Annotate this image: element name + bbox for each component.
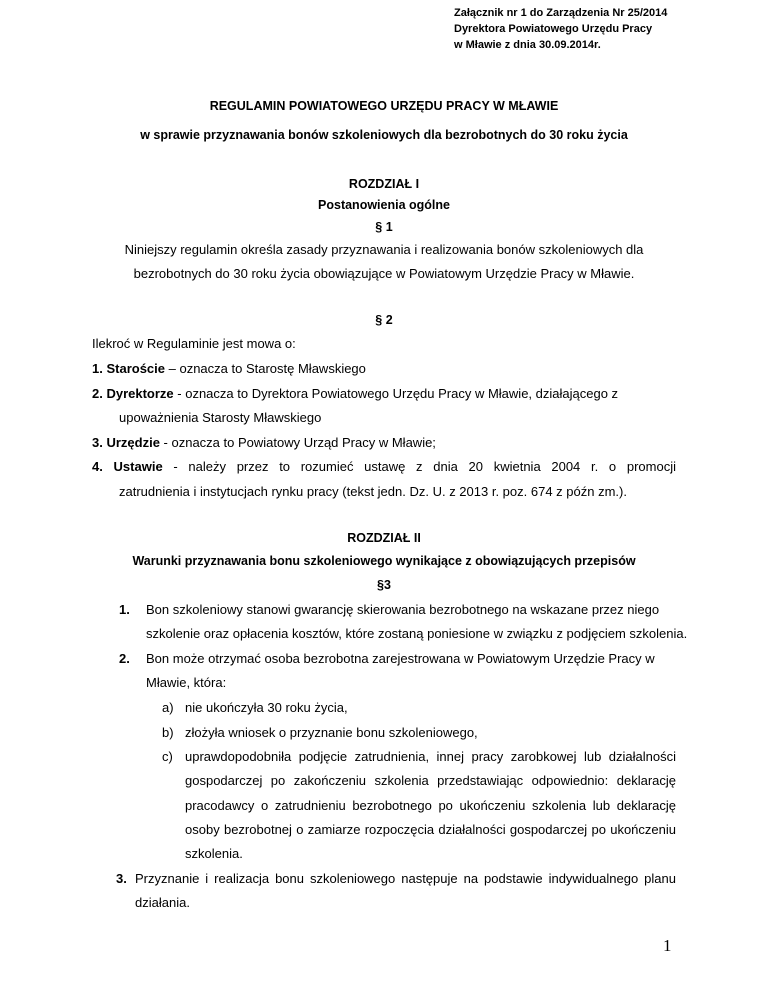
sub-item-b: złożyła wniosek o przyznanie bonu szkoleniowego, — [185, 725, 478, 740]
sub-item-a-letter: a) — [162, 700, 174, 715]
sub-item-c-line2: gospodarczej po zakończeniu szkolenia przedstawiając odpowiednio: deklarację — [185, 773, 676, 788]
sub-item-c-line3: pracodawcy o zatrudnieniu bezrobotnego po ukończeniu szkolenia lub deklarację — [185, 798, 676, 813]
paragraph-1-line1: Bon szkoleniowy stanowi gwarancję skierowania bezrobotnego na wskazane przez niego — [146, 602, 660, 617]
paragraph-1-line2: szkolenie oraz opłacenia kosztów, które zostaną poniesione w związku z podjęciem szkolenia. — [146, 626, 688, 641]
definition-item: 1. Staroście – oznacza to Starostę Mławskiego — [92, 361, 366, 376]
section-1-mark: § 1 — [375, 220, 393, 234]
paragraph-3-line1: Przyznanie i realizacja bonu szkoleniowego następuje na podstawie indywidualnego planu — [135, 871, 676, 886]
sub-item-a: nie ukończyła 30 roku życia, — [185, 700, 348, 715]
section-1-text-line1: Niniejszy regulamin określa zasady przyznawania i realizowania bonów szkoleniowych dla — [124, 242, 644, 257]
definition-item-continuation: upoważnienia Starosty Mławskiego — [119, 410, 322, 425]
paragraph-2-line1: Bon może otrzymać osoba bezrobotna zarejestrowana w Powiatowym Urzędzie Pracy w — [146, 651, 655, 666]
sub-item-c-line1: uprawdopodobniła podjęcie zatrudnienia, innej pracy zarobkowej lub działalności — [185, 749, 676, 764]
definition-item-continuation: zatrudnienia i instytucjach rynku pracy (tekst jedn. Dz. U. z 2013 r. poz. 674 z późn zm.). — [119, 484, 627, 499]
page-number: 1 — [663, 936, 672, 955]
section-1-text-line2: bezrobotnych do 30 roku życia obowiązujące w Powiatowym Urzędzie Pracy w Mławie. — [133, 266, 635, 281]
document-subtitle: w sprawie przyznawania bonów szkoleniowych dla bezrobotnych do 30 roku życia — [140, 128, 628, 142]
sub-item-c-letter: c) — [162, 749, 173, 764]
definition-item: 3. Urzędzie - oznacza to Powiatowy Urząd Pracy w Mławie; — [92, 435, 436, 450]
attachment-note-line1: Załącznik nr 1 do Zarządzenia Nr 25/2014 — [454, 7, 668, 19]
paragraph-number: 1. — [119, 602, 130, 617]
document-title: REGULAMIN POWIATOWEGO URZĘDU PRACY W MŁAWIE — [209, 99, 559, 113]
sub-item-b-letter: b) — [162, 725, 174, 740]
attachment-note-line3: w Mławie z dnia 30.09.2014r. — [454, 39, 601, 51]
sub-item-c-line4: osoby bezrobotnej o zamiarze rozpoczęcia działalności gospodarczej po ukończeniu — [185, 822, 676, 837]
definition-item: 4. Ustawie - należy przez to rozumieć ustawę z dnia 20 kwietnia 2004 r. o promocji — [92, 459, 676, 474]
definition-item: 2. Dyrektorze - oznacza to Dyrektora Powiatowego Urzędu Pracy w Mławie, działającego z — [92, 386, 619, 401]
chapter-1-name: Postanowienia ogólne — [318, 198, 450, 212]
section-3-mark: §3 — [377, 578, 391, 592]
section-2-mark: § 2 — [375, 313, 393, 327]
chapter-2-name: Warunki przyznawania bonu szkoleniowego wynikające z obowiązujących przepisów — [132, 554, 636, 568]
attachment-note-line2: Dyrektora Powiatowego Urzędu Pracy — [454, 23, 653, 35]
paragraph-number: 3. — [116, 871, 127, 886]
paragraph-3-line2: działania. — [135, 895, 190, 910]
section-2-intro: Ilekroć w Regulaminie jest mowa o: — [92, 336, 296, 351]
paragraph-2-line2: Mławie, która: — [146, 675, 227, 690]
paragraph-number: 2. — [119, 651, 130, 666]
chapter-1-label: ROZDZIAŁ I — [348, 177, 420, 191]
chapter-2-label: ROZDZIAŁ II — [347, 531, 421, 545]
sub-item-c-line5: szkolenia. — [185, 846, 243, 861]
